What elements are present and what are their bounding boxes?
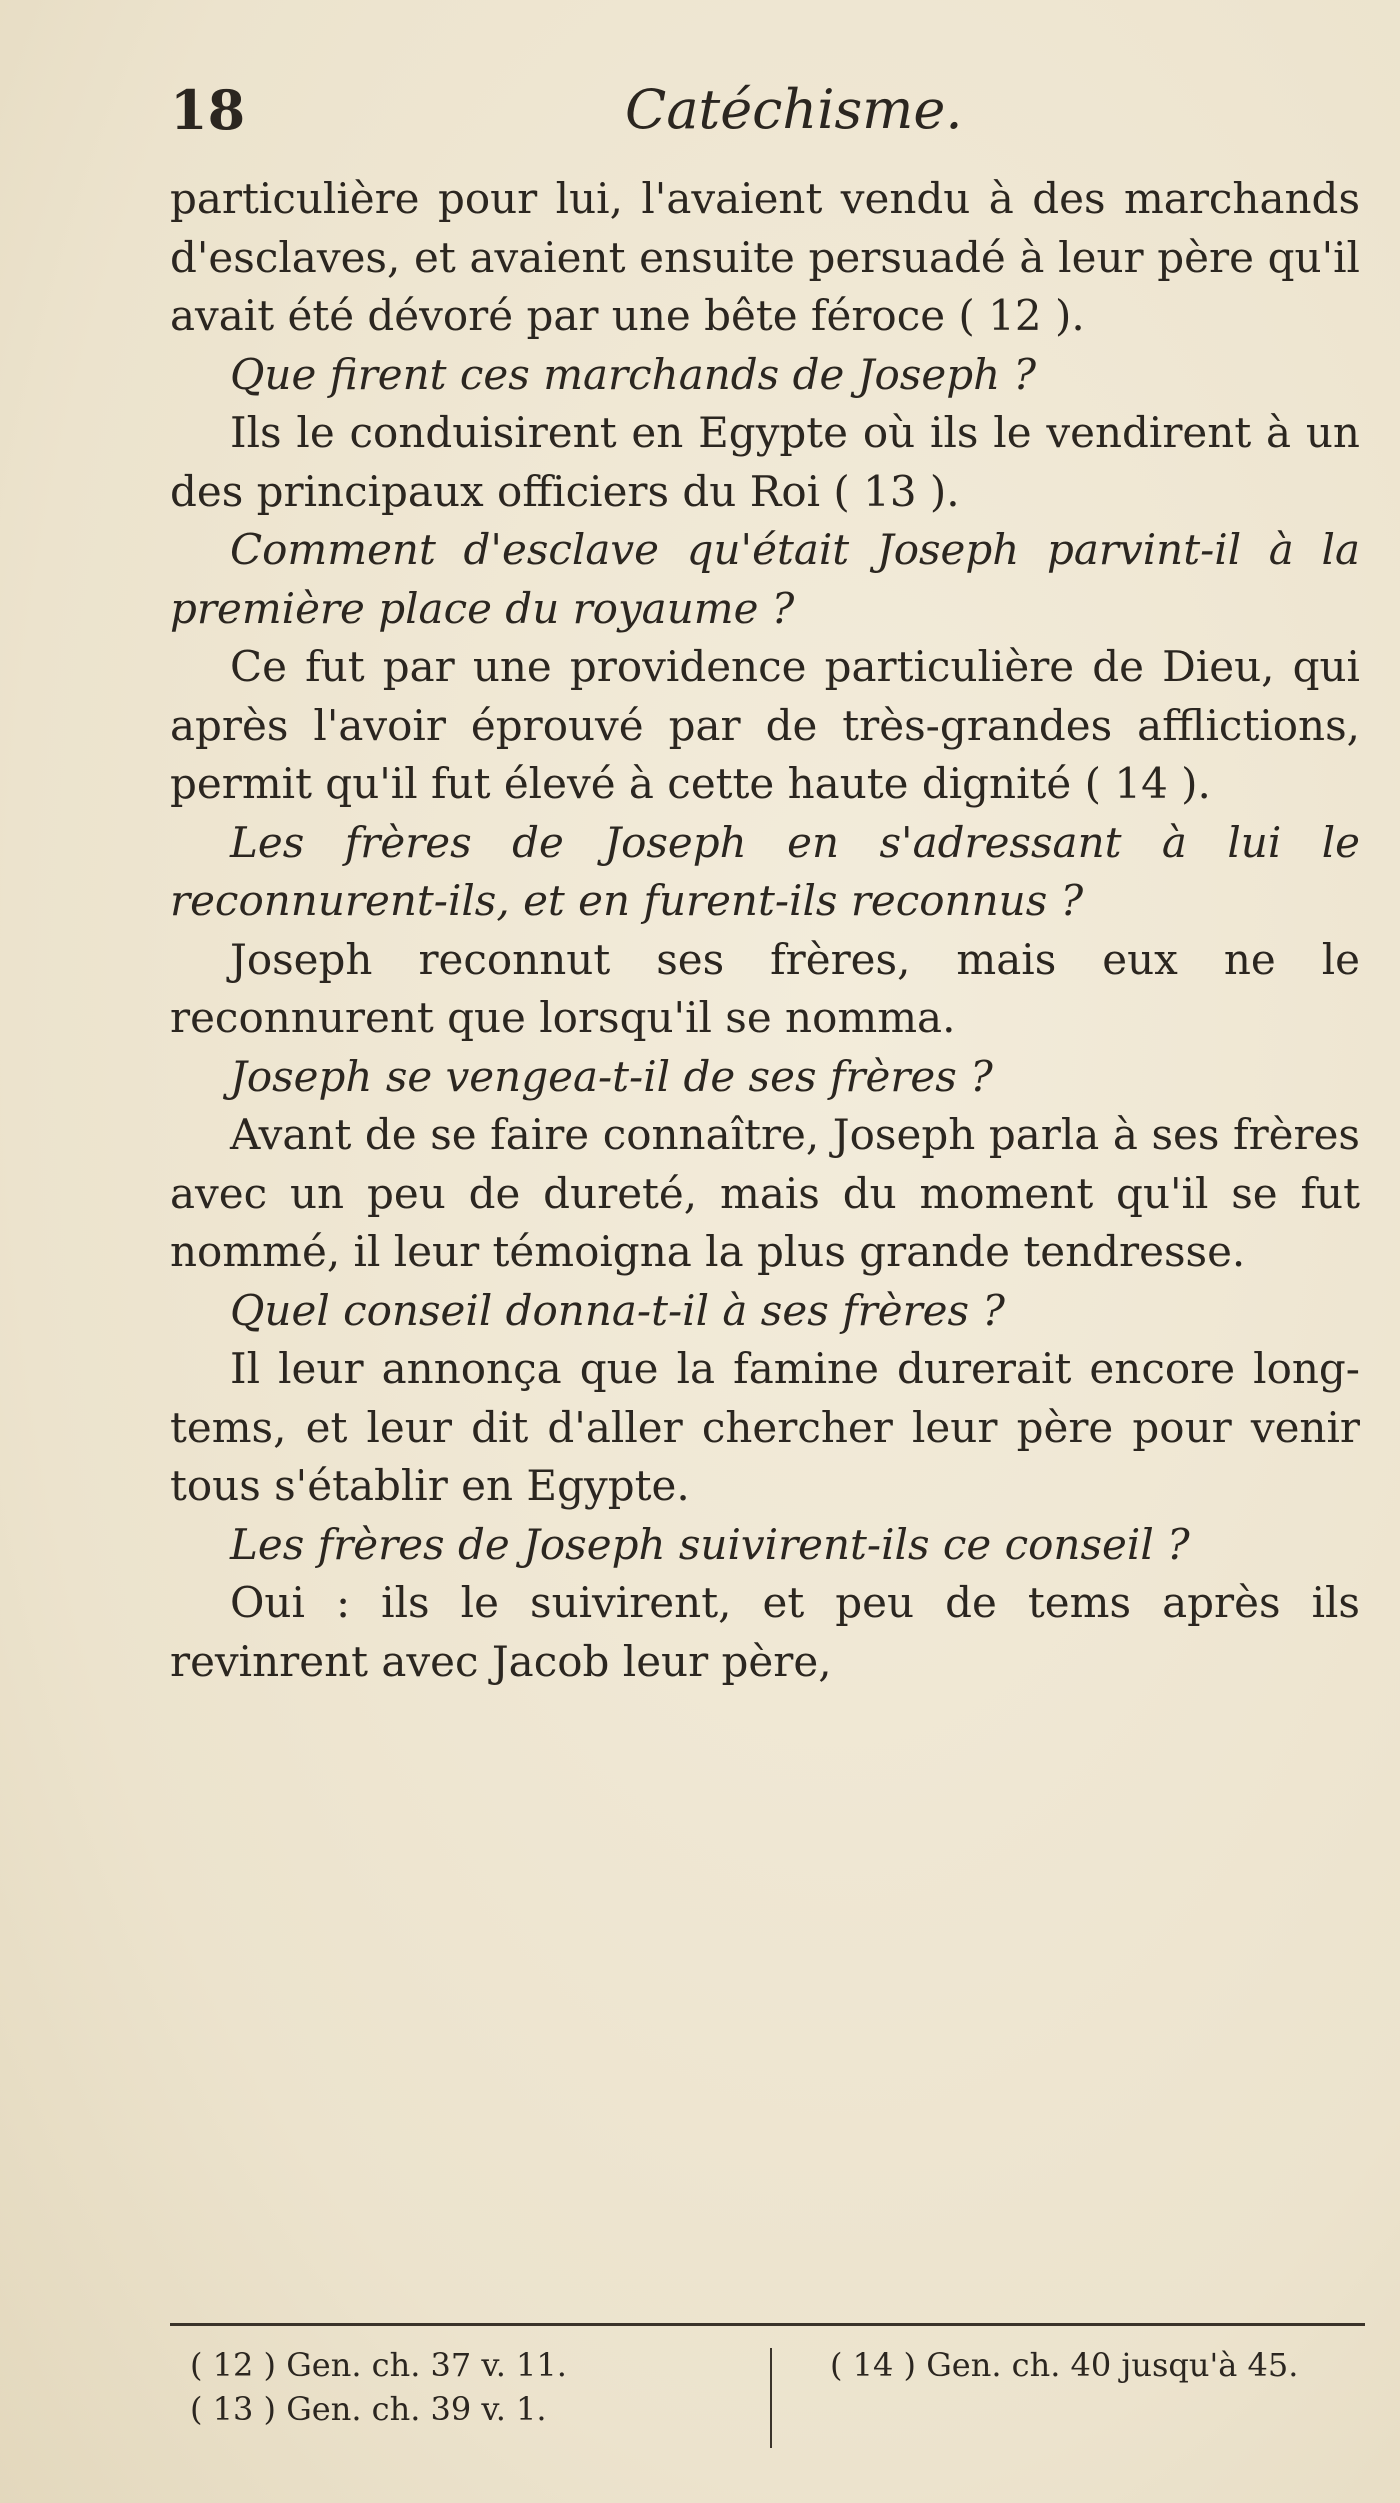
page-number: 18 (170, 78, 246, 142)
question-paragraph: Les frères de Joseph suivirent-ils ce conseil ? (230, 1519, 1190, 1569)
question-paragraph: Joseph se vengea-t-il de ses frères ? (230, 1051, 993, 1101)
question-paragraph: Les frères de Joseph en s'adressant à lui le reconnurent-ils, et en furent-ils reconnus ? (170, 817, 1360, 925)
answer-paragraph: Joseph reconnut ses frères, mais eux ne le reconnurent que lorsqu'il se nomma. (170, 934, 1360, 1042)
footnotes-left-column (190, 2343, 567, 2431)
running-title: Catéchisme. (625, 78, 963, 141)
footnote-13: ( 13 ) Gen. ch. 39 v. 1. (190, 2390, 547, 2428)
footnote-14: ( 14 ) Gen. ch. 40 jusqu'à 45. (830, 2346, 1299, 2384)
footnotes-right-column (830, 2343, 1298, 2387)
answer-paragraph: Il leur annonça que la famine durerait encore long-tems, et leur dit d'aller chercher leur père pour venir tous s'établir en Egypte. (170, 1344, 1360, 1510)
footnotes (170, 2343, 1365, 2473)
page-header (170, 78, 1370, 158)
answer-paragraph: Oui : ils le suivirent, et peu de tems après ils revinrent avec Jacob leur père, (170, 1578, 1360, 1686)
footnote-divider (770, 2348, 772, 2448)
question-paragraph: Quel conseil donna-t-il à ses frères ? (230, 1285, 1005, 1335)
question-paragraph: Comment d'esclave qu'était Joseph parvint-il à la première place du royaume ? (170, 525, 1360, 633)
answer-paragraph: Ils le conduisirent en Egypte où ils le vendirent à un des principaux officiers du Roi ( 13 ). (170, 408, 1360, 516)
answer-paragraph: Avant de se faire connaître, Joseph parla à ses frères avec un peu de dureté, mais du moment qu'il se fut nommé, il leur témoigna la plus grande tendresse. (170, 1110, 1360, 1276)
footnote-12: ( 12 ) Gen. ch. 37 v. 11. (190, 2346, 567, 2384)
question-paragraph: Que firent ces marchands de Joseph ? (230, 349, 1037, 399)
answer-paragraph: Ce fut par une providence particulière de Dieu, qui après l'avoir éprouvé par de très-grandes afflictions, permit qu'il fut élevé à cette haute dignité ( 14 ). (170, 642, 1360, 808)
footnote-rule (170, 2323, 1365, 2326)
body-text (170, 170, 1360, 1691)
answer-paragraph: particulière pour lui, l'avaient vendu à des marchands d'esclaves, et avaient ensuite persuadé à leur père qu'il avait été dévoré par une bête féroce ( 12 ). (170, 174, 1360, 340)
